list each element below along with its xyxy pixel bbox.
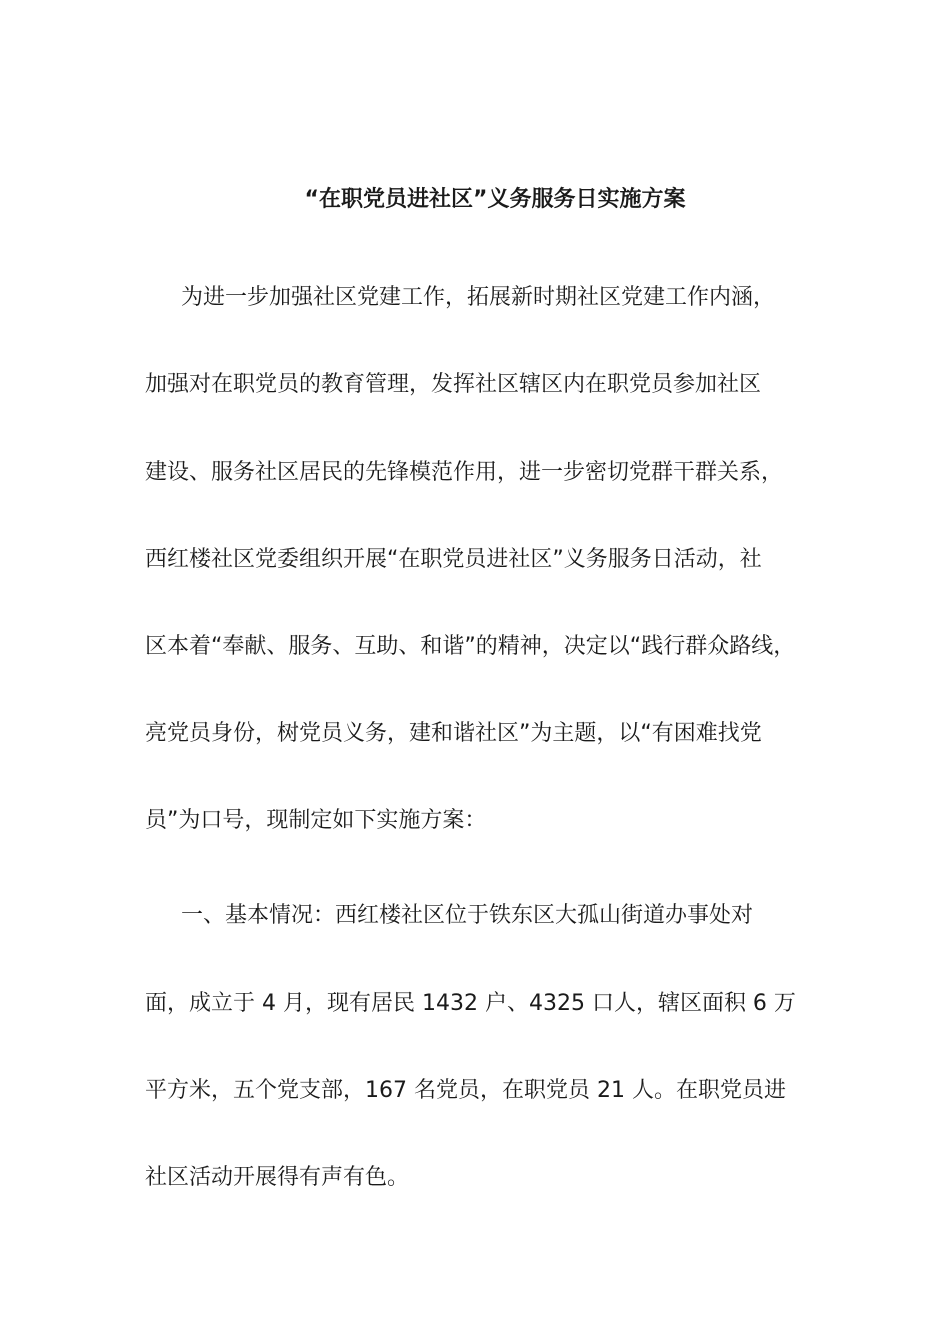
paragraph-line: 平方米，五个党支部，167 名党员，在职党员 21 人。在职党员进 [145, 1078, 786, 1103]
paragraph-line: 为进一步加强社区党建工作，拓展新时期社区党建工作内涵， [181, 285, 776, 310]
paragraph-line: 员”为口号，现制定如下实施方案： [145, 808, 487, 833]
paragraph-line: 西红楼社区党委组织开展“在职党员进社区”义务服务日活动，社 [145, 547, 762, 572]
paragraph-line: 区本着“奉献、服务、互助、和谐”的精神，决定以“践行群众路线， [145, 634, 796, 659]
paragraph-line: 一、基本情况：西红楼社区位于铁东区大孤山街道办事处对 [181, 903, 754, 928]
paragraph-line: 社区活动开展得有声有色。 [145, 1165, 410, 1190]
paragraph-line: 加强对在职党员的教育管理，发挥社区辖区内在职党员参加社区 [145, 372, 762, 397]
paragraph-line: 面，成立于 4 月，现有居民 1432 户、4325 口人，辖区面积 6 万 [145, 991, 796, 1016]
document-title: “在职党员进社区”义务服务日实施方案 [304, 187, 686, 212]
paragraph-line: 建设、服务社区居民的先锋模范作用，进一步密切党群干群关系， [145, 460, 784, 485]
paragraph-line: 亮党员身份，树党员义务，建和谐社区”为主题，以“有困难找党 [145, 721, 762, 746]
